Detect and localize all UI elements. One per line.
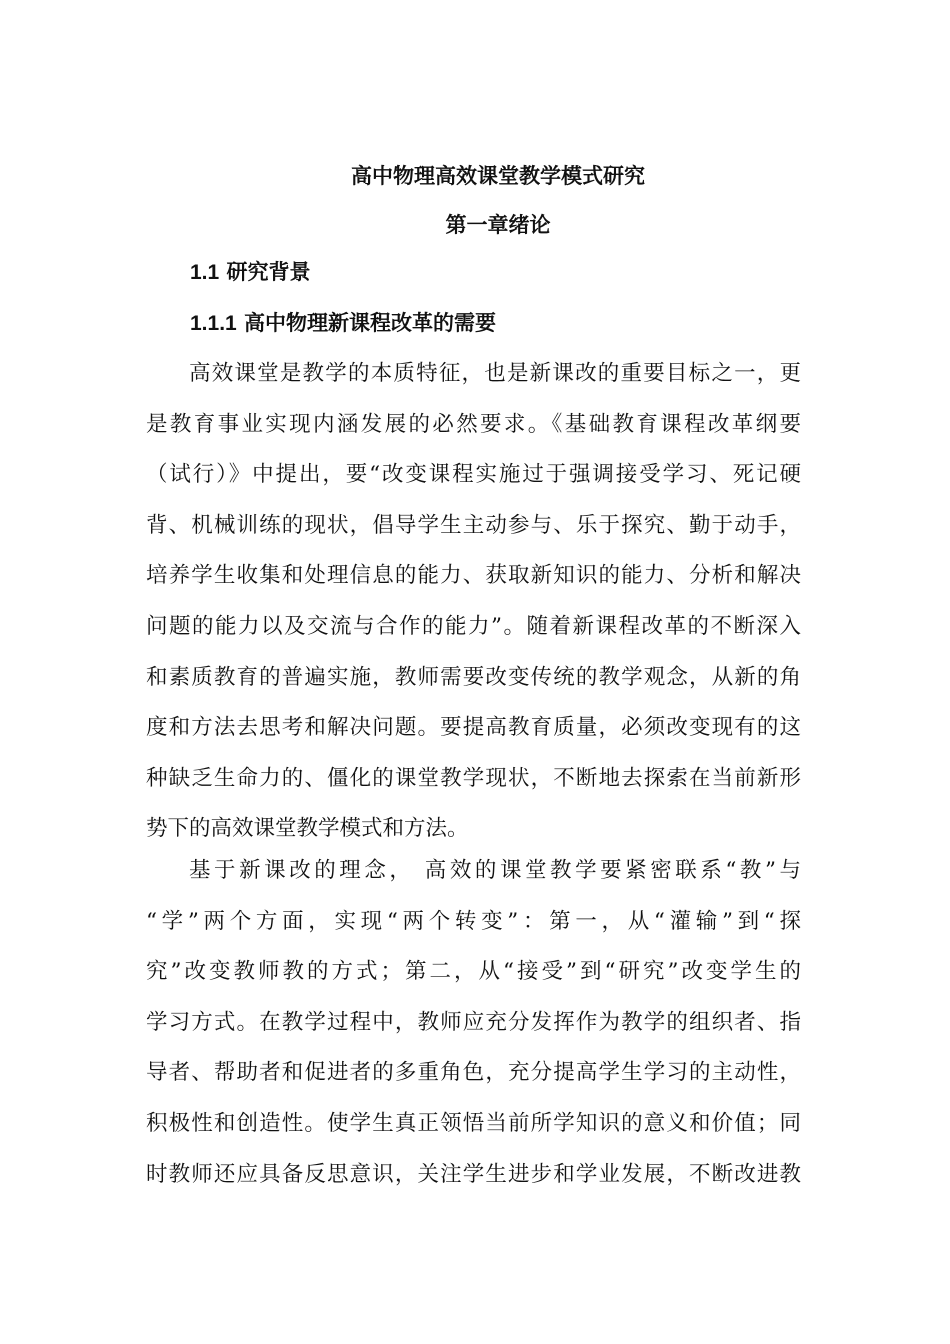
paragraph-line: 势下的高效课堂教学模式和方法。	[146, 816, 469, 842]
paragraph-line: 种缺乏生命力的、僵化的课堂教学现状，不断地去探索在当前新形	[146, 765, 801, 791]
paragraph-line: 时教师还应具备反思意识，关注学生进步和学业发展，不断改进教	[146, 1161, 801, 1187]
subsection-title: 高中物理新课程改革的需要	[244, 310, 497, 335]
paragraph-line: 背、机械训练的现状，倡导学生主动参与、乐于探究、勤于动手，	[146, 512, 801, 538]
paragraph-line: 导者、帮助者和促进者的多重角色，充分提高学生学习的主动性，	[146, 1060, 801, 1086]
paragraph-line: （试行）》中提出，要“改变课程实施过于强调接受学习、死记硬	[146, 462, 801, 488]
section-number: 1.1	[190, 261, 220, 284]
paragraph-line: 是教育事业实现内涵发展的必然要求。《基础教育课程改革纲要	[146, 411, 801, 437]
chapter-title: 第一章绪论	[445, 212, 551, 237]
paragraph-line: 培养学生收集和处理信息的能力、获取新知识的能力、分析和解决	[146, 563, 801, 589]
paragraph-line: 基于新课改的理念， 高效的课堂教学要紧密联系“教”与	[189, 858, 801, 883]
paragraph-line: 学习方式。在教学过程中，教师应充分发挥作为教学的组织者、指	[146, 1009, 801, 1035]
document-title: 高中物理高效课堂教学模式研究	[351, 163, 645, 188]
paragraph-line: 积极性和创造性。使学生真正领悟当前所学知识的意义和价值；同	[146, 1110, 801, 1136]
subsection-heading	[190, 309, 496, 338]
body-paragraph-2	[146, 846, 801, 1200]
body-paragraph-1	[146, 349, 801, 855]
paragraph-line: 度和方法去思考和解决问题。要提高教育质量，必须改变现有的这	[146, 715, 801, 741]
section-title: 研究背景	[226, 259, 311, 284]
paragraph-line: 究”改变教师教的方式；第二，从“接受”到“研究”改变学生的	[146, 959, 801, 985]
paragraph-line: 问题的能力以及交流与合作的能力”。随着新课程改革的不断深入	[146, 613, 801, 639]
paragraph-line: “学”两个方面，实现“两个转变”：第一，从“灌输”到“探	[146, 908, 801, 934]
paragraph-line: 和素质教育的普遍实施，教师需要改变传统的教学观念，从新的角	[146, 664, 801, 690]
paragraph-line: 高效课堂是教学的本质特征，也是新课改的重要目标之一，更	[189, 361, 801, 386]
section-heading	[190, 258, 311, 287]
subsection-number: 1.1.1	[190, 312, 237, 335]
